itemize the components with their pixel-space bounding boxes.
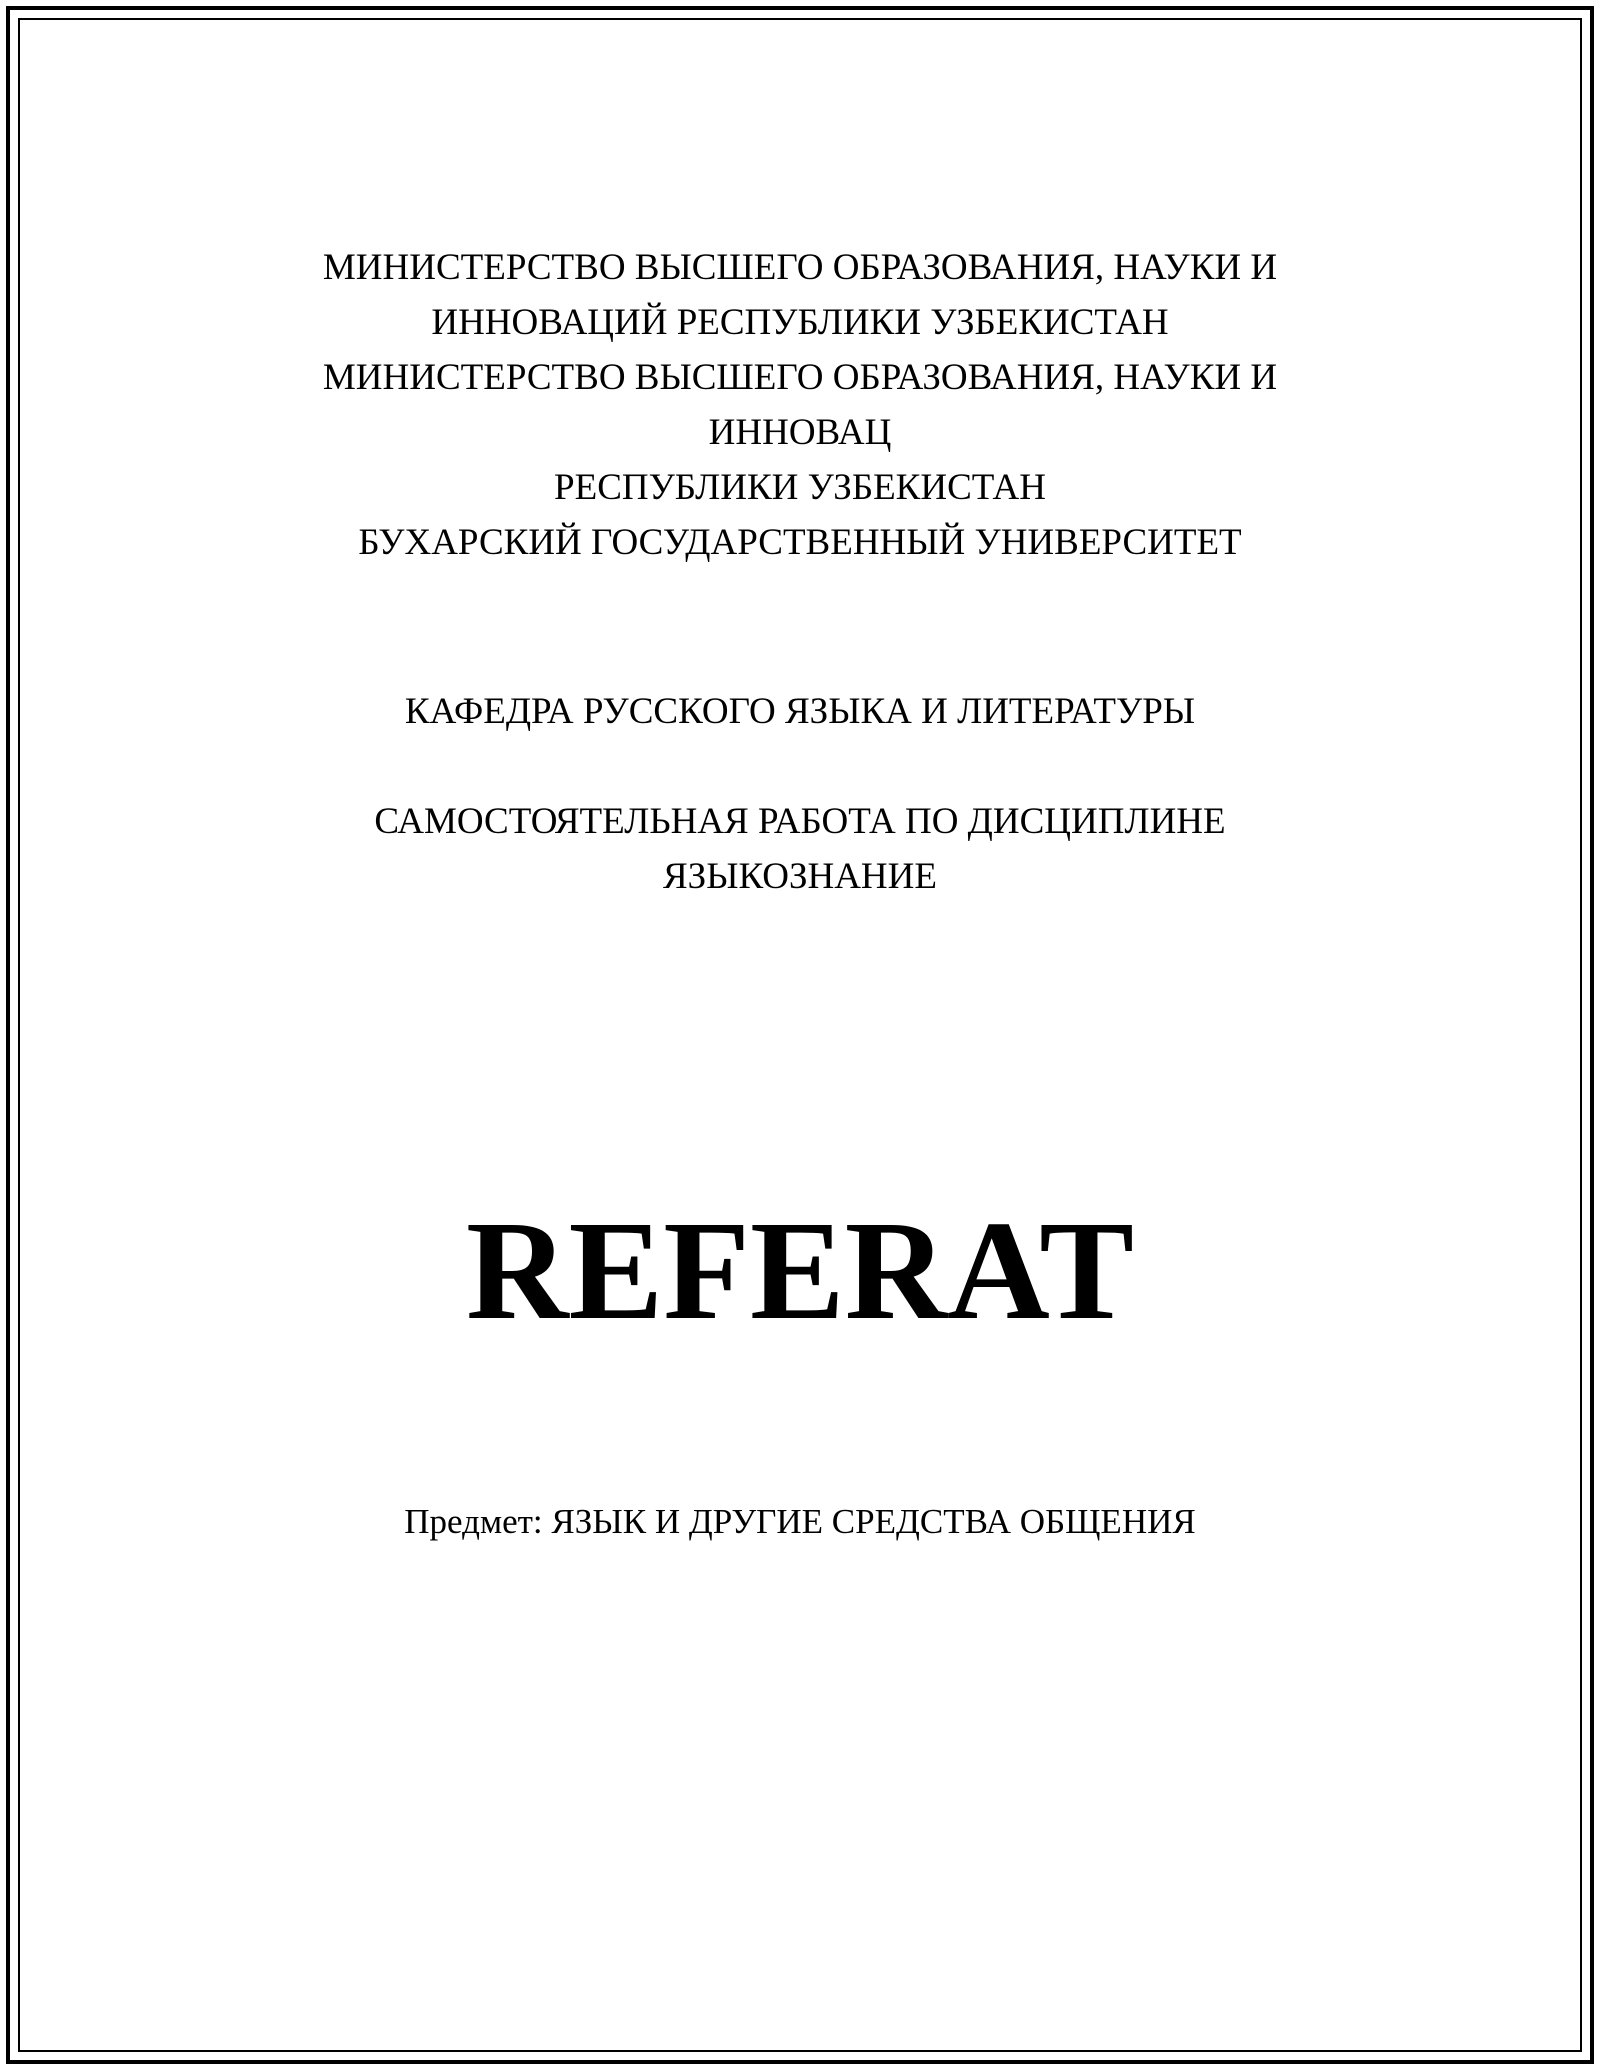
work-type: САМОСТОЯТЕЛЬНАЯ РАБОТА ПО ДИСЦИПЛИНЕ [374,801,1226,842]
institution-header [100,240,1500,570]
subject-line: Предмет: ЯЗЫК И ДРУГИЕ СРЕДСТВА ОБЩЕНИЯ [404,1502,1196,1541]
document-title: REFERAT [466,1191,1134,1349]
department-name: КАФЕДРА РУССКОГО ЯЗЫКА И ЛИТЕРАТУРЫ [404,691,1196,732]
header-line-ministry-repeat-2: ИННОВАЦ [708,412,892,453]
header-line-ministry-2: ИННОВАЦИЙ РЕСПУБЛИКИ УЗБЕКИСТАН [431,302,1169,343]
work-description [100,794,1500,904]
header-line-ministry-repeat-1: МИНИСТЕРСТВО ВЫСШЕГО ОБРАЗОВАНИЯ, НАУКИ И [322,357,1278,398]
discipline-name: ЯЗЫКОЗНАНИЕ [663,856,937,897]
header-line-republic: РЕСПУБЛИКИ УЗБЕКИСТАН [554,467,1046,508]
header-line-ministry-1: МИНИСТЕРСТВО ВЫСШЕГО ОБРАЗОВАНИЯ, НАУКИ И [322,247,1278,288]
header-line-university: БУХАРСКИЙ ГОСУДАРСТВЕННЫЙ УНИВЕРСИТЕТ [358,522,1242,563]
